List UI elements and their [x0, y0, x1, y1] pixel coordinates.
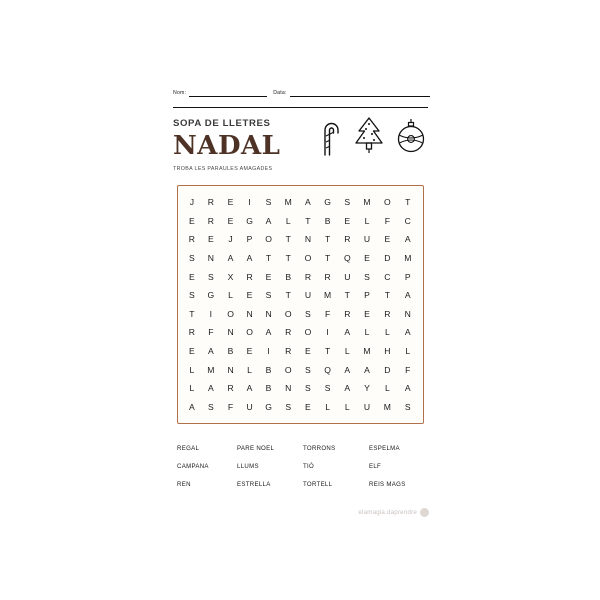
grid-cell[interactable]: L — [344, 401, 350, 412]
grid-cell[interactable]: F — [405, 364, 411, 375]
grid-cell[interactable]: S — [305, 364, 311, 375]
grid-cell[interactable]: I — [248, 197, 251, 208]
grid-cell[interactable]: A — [344, 364, 351, 375]
grid-cell[interactable]: O — [284, 364, 292, 375]
grid-cell[interactable]: A — [265, 327, 272, 338]
grid-cell[interactable]: R — [344, 234, 351, 245]
grid-cell[interactable]: S — [265, 290, 272, 301]
grid-row — [183, 305, 418, 324]
grid-cell[interactable]: O — [304, 327, 312, 338]
grid-cell[interactable]: L — [384, 383, 390, 394]
grid-cell[interactable]: E — [246, 346, 253, 357]
grid-cell[interactable]: D — [384, 253, 391, 264]
grid-cell[interactable]: A — [404, 290, 411, 301]
grid-cell[interactable]: T — [384, 290, 390, 301]
grid-cell[interactable]: N — [227, 364, 234, 375]
grid-cell[interactable]: N — [227, 327, 234, 338]
grid-cell[interactable]: E — [305, 401, 311, 412]
grid-cell[interactable]: E — [344, 215, 351, 226]
grid-cell[interactable]: N — [246, 308, 253, 319]
header-text-block — [173, 115, 308, 172]
grid-cell[interactable]: N — [207, 253, 214, 264]
grid-cell[interactable]: J — [189, 197, 194, 208]
word-search-grid[interactable] — [177, 185, 424, 424]
word-item: TIÓ — [303, 463, 315, 470]
grid-cell[interactable]: P — [364, 290, 370, 301]
grid-cell[interactable]: M — [404, 253, 412, 264]
grid-cell[interactable]: T — [324, 234, 331, 245]
grid-cell[interactable]: S — [344, 197, 351, 208]
grid-cell[interactable]: A — [344, 327, 351, 338]
grid-row — [183, 398, 418, 417]
brand-name: elamagia.daprendre — [358, 509, 417, 516]
grid-cell[interactable]: A — [404, 327, 411, 338]
date-field-line[interactable] — [290, 89, 430, 97]
grid-cell[interactable]: E — [384, 234, 391, 245]
name-date-fields — [173, 89, 428, 97]
grid-cell[interactable]: A — [404, 234, 411, 245]
grid-cell[interactable]: N — [404, 308, 411, 319]
worksheet-instructions: TROBA LES PARAULES AMAGADES — [173, 165, 273, 172]
grid-cell[interactable]: U — [344, 271, 351, 282]
grid-cell[interactable]: C — [404, 215, 411, 226]
grid-cell[interactable]: J — [228, 234, 233, 245]
grid-cell[interactable]: T — [285, 290, 291, 301]
grid-cell[interactable]: I — [209, 308, 213, 319]
grid-row — [183, 286, 418, 305]
worksheet-subtitle-top: SOPA DE LLETRES — [173, 118, 271, 129]
grid-cell[interactable]: O — [246, 327, 253, 338]
grid-cell[interactable]: A — [227, 253, 234, 264]
grid-cell[interactable]: E — [265, 271, 272, 282]
grid-cell[interactable]: E — [188, 215, 195, 226]
grid-cell[interactable]: T — [324, 346, 331, 357]
date-field-label: Data: — [273, 89, 287, 96]
grid-cell[interactable]: L — [285, 215, 291, 226]
grid-cell[interactable]: O — [284, 308, 292, 319]
grid-cell[interactable]: M — [363, 197, 371, 208]
word-item: ESTRELLA — [237, 481, 271, 488]
grid-cell[interactable]: L — [247, 364, 252, 375]
grid-cell[interactable]: R — [344, 308, 351, 319]
grid-cell[interactable]: F — [208, 327, 214, 338]
word-item: ELF — [369, 463, 382, 470]
grid-cell[interactable]: F — [384, 215, 390, 226]
grid-cell[interactable]: S — [364, 271, 370, 282]
grid-cell[interactable]: A — [246, 383, 253, 394]
word-list — [177, 445, 427, 499]
grid-cell[interactable]: T — [189, 308, 195, 319]
grid-cell[interactable]: S — [285, 401, 292, 412]
grid-cell[interactable]: B — [324, 215, 331, 226]
grid-cell[interactable]: A — [364, 364, 370, 375]
grid-cell[interactable]: E — [207, 234, 214, 245]
grid-cell[interactable]: L — [189, 364, 195, 375]
grid-cell[interactable]: O — [227, 308, 234, 319]
grid-cell[interactable]: R — [207, 215, 214, 226]
grid-cell[interactable]: S — [305, 383, 311, 394]
grid-cell[interactable]: U — [246, 401, 253, 412]
grid-cell[interactable]: L — [405, 346, 411, 357]
worksheet-header — [173, 115, 428, 177]
grid-cell[interactable]: D — [384, 364, 391, 375]
grid-cell[interactable]: S — [305, 308, 311, 319]
name-field[interactable] — [173, 89, 267, 97]
grid-cell[interactable]: U — [363, 234, 371, 245]
word-list-row — [177, 481, 427, 488]
word-item: CAMPANA — [177, 463, 209, 470]
grid-cell[interactable]: T — [285, 253, 291, 264]
grid-cell[interactable]: S — [188, 253, 195, 264]
grid-cell[interactable]: E — [188, 271, 195, 282]
header-divider — [173, 107, 428, 108]
grid-cell[interactable]: L — [325, 401, 330, 412]
grid-cell[interactable]: U — [304, 290, 312, 301]
word-item: REIS MAGS — [369, 481, 406, 488]
word-item: PARE NOEL — [237, 445, 275, 452]
grid-cell[interactable]: R — [188, 234, 195, 245]
grid-cell[interactable]: S — [324, 383, 331, 394]
grid-cell[interactable]: A — [344, 383, 351, 394]
letter-grid-table — [183, 193, 418, 416]
word-item: REGAL — [177, 445, 200, 452]
grid-cell[interactable]: B — [227, 346, 234, 357]
grid-cell[interactable]: N — [285, 383, 292, 394]
name-field-line[interactable] — [189, 89, 267, 97]
grid-row — [183, 379, 418, 398]
grid-cell[interactable]: R — [188, 327, 195, 338]
grid-cell[interactable]: R — [304, 271, 312, 282]
grid-cell[interactable]: T — [405, 197, 411, 208]
grid-row — [183, 230, 418, 249]
grid-cell[interactable]: I — [326, 327, 329, 338]
grid-cell[interactable]: R — [285, 346, 292, 357]
grid-cell[interactable]: R — [384, 308, 391, 319]
grid-cell[interactable]: T — [344, 290, 350, 301]
word-item: TORRONS — [303, 445, 336, 452]
grid-row — [183, 193, 418, 212]
grid-cell[interactable]: O — [265, 234, 272, 245]
grid-cell[interactable]: G — [265, 401, 272, 412]
word-list-row — [177, 445, 427, 452]
grid-cell[interactable]: B — [265, 364, 272, 375]
grid-cell[interactable]: G — [246, 215, 253, 226]
grid-row — [183, 342, 418, 361]
grid-cell[interactable]: E — [364, 253, 370, 264]
grid-cell[interactable]: B — [265, 383, 272, 394]
grid-cell[interactable]: M — [383, 401, 391, 412]
grid-cell[interactable]: A — [246, 253, 253, 264]
grid-cell[interactable]: L — [364, 215, 370, 226]
grid-cell[interactable]: N — [265, 308, 272, 319]
grid-cell[interactable]: O — [384, 197, 391, 208]
grid-cell[interactable]: S — [404, 401, 411, 412]
grid-cell[interactable]: M — [207, 364, 215, 375]
word-item: REN — [177, 481, 191, 488]
grid-cell[interactable]: E — [246, 290, 253, 301]
grid-cell[interactable]: P — [404, 271, 411, 282]
grid-row — [183, 323, 418, 342]
grid-cell[interactable]: R — [285, 327, 292, 338]
grid-cell[interactable]: E — [227, 197, 234, 208]
header-icons — [318, 115, 428, 162]
grid-cell[interactable]: X — [227, 271, 234, 282]
grid-cell[interactable]: I — [267, 346, 270, 357]
grid-cell[interactable]: A — [188, 401, 195, 412]
grid-row — [183, 249, 418, 268]
word-item: TORTELL — [303, 481, 333, 488]
grid-cell[interactable]: A — [265, 215, 272, 226]
candy-cane-icon — [318, 116, 344, 161]
grid-cell[interactable]: T — [265, 253, 272, 264]
grid-cell[interactable]: R — [324, 271, 331, 282]
grid-cell[interactable]: L — [228, 290, 233, 301]
word-item: ESPELMA — [369, 445, 400, 452]
grid-cell[interactable]: B — [285, 271, 292, 282]
word-list-row — [177, 463, 427, 470]
grid-cell[interactable]: A — [305, 197, 311, 208]
grid-row — [183, 360, 418, 379]
grid-cell[interactable]: T — [305, 215, 311, 226]
grid-cell[interactable]: C — [384, 271, 391, 282]
christmas-bauble-icon — [394, 115, 428, 162]
grid-cell[interactable]: G — [207, 290, 215, 301]
grid-cell[interactable]: T — [285, 234, 291, 245]
grid-cell[interactable]: E — [227, 215, 234, 226]
grid-cell[interactable]: M — [284, 197, 292, 208]
grid-cell[interactable]: A — [207, 383, 214, 394]
grid-cell[interactable]: Q — [343, 253, 351, 264]
grid-cell[interactable]: E — [305, 346, 311, 357]
grid-cell[interactable]: A — [404, 383, 411, 394]
grid-cell[interactable]: A — [207, 346, 214, 357]
grid-row — [183, 267, 418, 286]
grid-cell[interactable]: P — [246, 234, 253, 245]
grid-row — [183, 212, 418, 231]
page-title: NADAL — [173, 130, 281, 161]
grid-cell[interactable]: R — [246, 271, 253, 282]
grid-cell[interactable]: S — [265, 197, 272, 208]
grid-cell[interactable]: R — [207, 197, 214, 208]
grid-cell[interactable]: S — [188, 290, 195, 301]
grid-cell[interactable]: M — [363, 346, 371, 357]
brand-logo-icon — [420, 508, 429, 517]
date-field[interactable] — [273, 89, 429, 97]
grid-cell[interactable]: G — [324, 197, 331, 208]
brand-footer — [358, 508, 429, 517]
grid-cell[interactable]: L — [364, 327, 370, 338]
grid-cell[interactable]: H — [384, 346, 391, 357]
grid-cell[interactable]: S — [207, 401, 214, 412]
grid-cell[interactable]: L — [384, 327, 390, 338]
grid-cell[interactable]: E — [188, 346, 195, 357]
grid-cell[interactable]: O — [304, 253, 312, 264]
grid-cell[interactable]: F — [324, 308, 331, 319]
christmas-tree-icon — [352, 115, 386, 162]
grid-cell[interactable]: S — [207, 271, 214, 282]
grid-cell[interactable]: R — [227, 383, 234, 394]
grid-cell[interactable]: T — [324, 253, 331, 264]
name-field-label: Nom: — [173, 89, 187, 96]
grid-cell[interactable]: E — [364, 308, 370, 319]
grid-cell[interactable]: U — [363, 401, 371, 412]
grid-cell[interactable]: L — [189, 383, 195, 394]
grid-cell[interactable]: L — [344, 346, 350, 357]
word-item: LLUMS — [237, 463, 259, 470]
grid-cell[interactable]: F — [227, 401, 234, 412]
grid-cell[interactable]: Q — [324, 364, 331, 375]
grid-cell[interactable]: N — [304, 234, 312, 245]
worksheet-sheet — [155, 75, 445, 525]
grid-cell[interactable]: Y — [364, 383, 370, 394]
grid-cell[interactable]: M — [324, 290, 332, 301]
